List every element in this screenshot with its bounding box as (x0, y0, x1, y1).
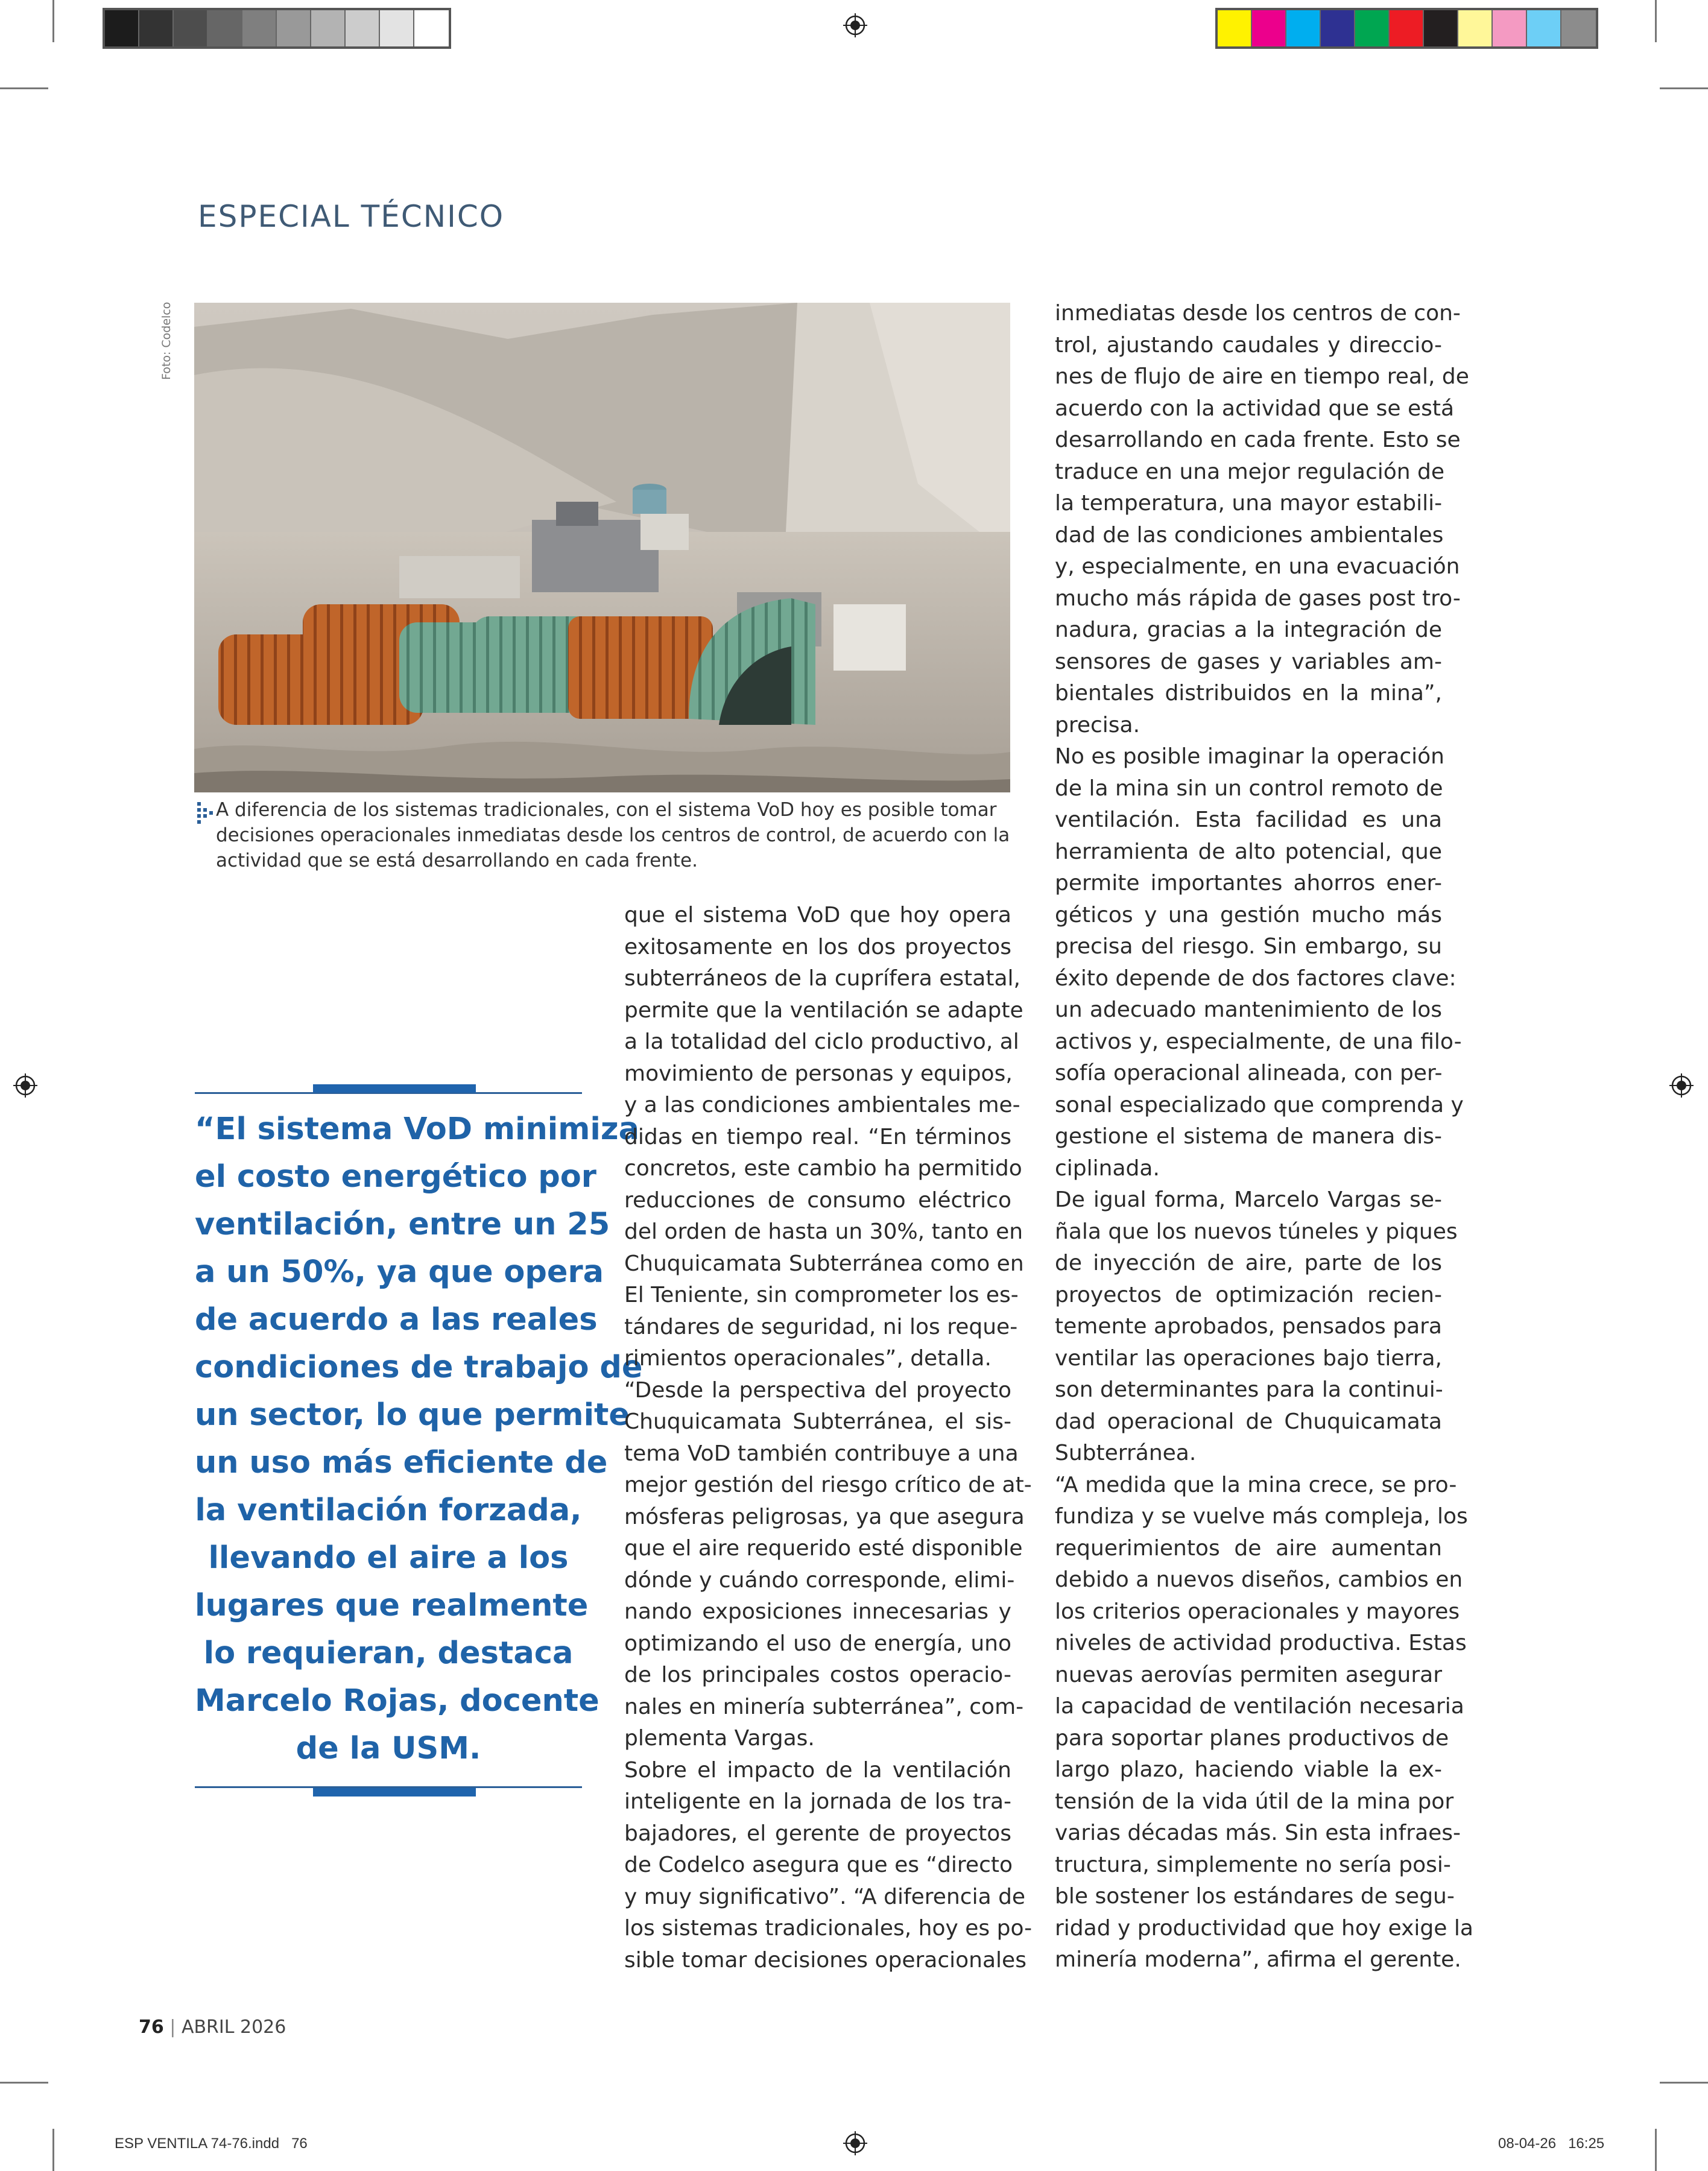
body-text-line: y a las condiciones ambientales me- (624, 1093, 1020, 1117)
pull-quote-bottom-accent (313, 1788, 476, 1797)
body-text-line: El Teniente, sin comprometer los es- (624, 1283, 1019, 1307)
body-text-line: precisa. (1055, 712, 1140, 738)
color-swatch (277, 10, 311, 46)
body-text-line: sensores de gases y variables am- (1055, 649, 1442, 674)
crop-mark (1660, 87, 1708, 89)
body-text-line: de los principales costos operacio- (624, 1663, 1011, 1687)
body-text-line: que el sistema VoD que hoy opera (624, 903, 1011, 927)
crop-mark (1660, 2082, 1708, 2084)
body-text-line: Chuquicamata Subterránea como en (624, 1251, 1024, 1276)
body-text-line: inteligente en la jornada de los tra- (624, 1789, 1011, 1814)
body-text-line: permite que la ventilación se adapte (624, 997, 1023, 1023)
body-text-line: dónde y cuándo corresponde, elimi- (624, 1567, 1015, 1593)
page-number: 76 (139, 2017, 164, 2038)
caption-line: decisiones operacionales inmediatas desde los centros de control, de acuerdo con la (216, 824, 1010, 846)
body-text-line: y muy significativo”. “A diferencia de (624, 1884, 1026, 1909)
grayscale-color-bar (103, 8, 451, 49)
body-text-line: bajadores, el gerente de proyectos (624, 1821, 1011, 1846)
body-text-line: sonal especializado que comprenda y (1055, 1092, 1464, 1117)
pull-quote-line: el costo energético por (195, 1159, 596, 1195)
pull-quote-line: llevando el aire a los (208, 1540, 569, 1576)
pull-quote-line: un sector, lo que permite (195, 1397, 630, 1433)
body-text-line: tructura, simplemente no sería posi- (1055, 1852, 1451, 1877)
body-text-line: nales en minería subterránea”, com- (624, 1694, 1024, 1719)
color-swatch (1561, 10, 1596, 46)
body-text-line: ventilación. Esta facilidad es una (1055, 807, 1442, 832)
body-column-right (1055, 298, 1473, 1976)
process-color-bar (1215, 8, 1598, 49)
body-text-line: debido a nuevos diseños, cambios en (1055, 1567, 1463, 1592)
body-text-line: subterráneos de la cuprífera estatal, (624, 966, 1020, 991)
photo-credit: Foto: Codelco (160, 302, 173, 380)
body-text-line: dad de las condiciones ambientales (1055, 522, 1444, 548)
ventilation-fans-illustration (194, 303, 1010, 792)
body-text-line: los criterios operacionales y mayores (1055, 1599, 1460, 1624)
body-text-line: sible tomar decisiones operacionales (624, 1947, 1026, 1973)
photo-caption (216, 797, 1012, 873)
body-text-line: ridad y productividad que hoy exige la (1055, 1915, 1473, 1941)
body-text-line: proyectos de optimización recien- (1055, 1282, 1442, 1307)
color-swatch (105, 10, 139, 46)
body-text-line: optimizando el uso de energía, uno (624, 1631, 1011, 1656)
folio-separator: | (169, 2017, 176, 2038)
body-text-line: De igual forma, Marcelo Vargas se- (1055, 1187, 1442, 1212)
body-text-line: bientales distribuidos en la mina”, (1055, 681, 1442, 706)
body-text-line: trol, ajustando caudales y direccio- (1055, 332, 1442, 358)
pull-quote-line: la ventilación forzada, (195, 1493, 582, 1528)
color-swatch (1218, 10, 1252, 46)
body-text-line: ventilar las operaciones bajo tierra, (1055, 1345, 1442, 1371)
color-swatch (1493, 10, 1527, 46)
section-title: ESPECIAL TÉCNICO (198, 199, 505, 234)
body-text-line: requerimientos de aire aumentan (1055, 1535, 1442, 1561)
body-text-line: mejor gestión del riesgo crítico de at- (624, 1473, 1032, 1497)
body-text-line: de la mina sin un control remoto de (1055, 776, 1443, 801)
body-text-line: un adecuado mantenimiento de los (1055, 997, 1442, 1022)
body-text-line: los sistemas tradicionales, hoy es po- (624, 1916, 1033, 1941)
pull-quote-top-accent (313, 1084, 476, 1093)
body-text-line: que el aire requerido esté disponible (624, 1536, 1023, 1561)
body-text-line: Sobre el impacto de la ventilación (624, 1757, 1011, 1783)
caption-arrow-icon (196, 801, 215, 829)
crop-mark (1655, 2129, 1657, 2171)
body-text-line: plementa Vargas. (624, 1726, 815, 1751)
body-text-line: de Codelco asegura que es “directo (624, 1853, 1013, 1877)
body-text-line: tema VoD también contribuye a una (624, 1441, 1019, 1466)
body-text-line: para soportar planes productivos de (1055, 1725, 1449, 1751)
slug-timestamp: 08-04-26 16:25 (1498, 2135, 1605, 2152)
body-text-line: temente aprobados, pensados para (1055, 1314, 1442, 1339)
body-text-line: nuevas aerovías permiten asegurar (1055, 1662, 1442, 1687)
body-text-line: Chuquicamata Subterránea, el sis- (624, 1409, 1011, 1434)
pull-quote-line: a un 50%, ya que opera (195, 1254, 604, 1290)
color-swatch (1252, 10, 1286, 46)
crop-mark (1655, 0, 1657, 42)
body-text-line: exitosamente en los dos proyectos (624, 934, 1011, 959)
body-text-line: traduce en una mejor regulación de (1055, 459, 1445, 484)
pull-quote-line: lo requieran, destaca (203, 1635, 574, 1671)
color-swatch (1286, 10, 1321, 46)
body-text-line: y, especialmente, en una evacuación (1055, 554, 1460, 579)
color-swatch (1390, 10, 1424, 46)
color-swatch (1355, 10, 1390, 46)
body-text-line: de inyección de aire, parte de los (1055, 1251, 1442, 1275)
color-swatch (1424, 10, 1458, 46)
registration-mark (843, 13, 867, 37)
color-swatch (139, 10, 174, 46)
body-text-line: “Desde la perspectiva del proyecto (624, 1377, 1011, 1403)
body-text-line: tándares de seguridad, ni los reque- (624, 1314, 1018, 1339)
body-text-line: permite importantes ahorros ener- (1055, 871, 1442, 896)
crop-mark (0, 2082, 48, 2084)
body-text-line: la capacidad de ventilación necesaria (1055, 1694, 1464, 1719)
body-text-line: inmediatas desde los centros de con- (1055, 301, 1461, 326)
pull-quote-line: lugares que realmente (195, 1588, 589, 1623)
body-text-line: No es posible imaginar la operación (1055, 744, 1444, 769)
body-text-line: Subterránea. (1055, 1441, 1197, 1465)
registration-mark (13, 1073, 37, 1098)
body-text-line: nadura, gracias a la integración de (1055, 618, 1442, 642)
registration-mark (843, 2131, 867, 2155)
color-swatch (380, 10, 414, 46)
body-text-line: gestione el sistema de manera dis- (1055, 1124, 1442, 1149)
pull-quote-line: Marcelo Rojas, docente (195, 1683, 599, 1719)
body-text-line: ble sostener los estándares de segu- (1055, 1884, 1455, 1909)
crop-mark (52, 0, 54, 42)
body-text-line: movimiento de personas y equipos, (624, 1061, 1013, 1086)
color-swatch (311, 10, 346, 46)
color-swatch (1527, 10, 1561, 46)
pull-quote-line: ventilación, entre un 25 (195, 1207, 610, 1242)
body-text-line: dad operacional de Chuquicamata (1055, 1409, 1442, 1434)
body-text-line: éxito depende de dos factores clave: (1055, 965, 1457, 991)
body-text-line: del orden de hasta un 30%, tanto en (624, 1219, 1023, 1244)
crop-mark (52, 2129, 54, 2171)
color-swatch (414, 10, 449, 46)
body-text-line: a la totalidad del ciclo productivo, al (624, 1029, 1019, 1054)
body-text-line: niveles de actividad productiva. Estas (1055, 1631, 1467, 1655)
body-text-line: rimientos operacionales”, detalla. (624, 1346, 992, 1371)
body-text-line: minería moderna”, afirma el gerente. (1055, 1947, 1461, 1972)
page-folio (139, 2017, 286, 2038)
body-text-line: nando exposiciones innecesarias y (624, 1599, 1011, 1624)
color-swatch (1321, 10, 1355, 46)
body-text-line: nes de flujo de aire en tiempo real, de (1055, 364, 1469, 389)
color-swatch (174, 10, 208, 46)
body-text-line: herramienta de alto potencial, que (1055, 839, 1442, 864)
pull-quote-line: de la USM. (296, 1731, 481, 1766)
mine-ventilation-photo (194, 303, 1010, 792)
body-text-line: desarrollando en cada frente. Esto se (1055, 428, 1461, 452)
caption-line: A diferencia de los sistemas tradicionales, con el sistema VoD hoy es posible tomar (216, 799, 997, 821)
body-text-line: acuerdo con la actividad que se está (1055, 396, 1455, 421)
color-swatch (346, 10, 380, 46)
color-swatch (1458, 10, 1493, 46)
registration-mark (1669, 1073, 1694, 1098)
body-text-line: “A medida que la mina crece, se pro- (1055, 1472, 1457, 1497)
slug-file-name: ESP VENTILA 74-76.indd 76 (115, 2135, 308, 2152)
body-text-line: géticos y una gestión mucho más (1055, 902, 1442, 927)
color-swatch (208, 10, 242, 46)
issue-date: ABRIL 2026 (181, 2017, 286, 2038)
caption-line: actividad que se está desarrollando en cada frente. (216, 850, 698, 871)
body-text-line: sofía operacional alineada, con per- (1055, 1061, 1443, 1086)
body-text-line: largo plazo, haciendo viable la ex- (1055, 1757, 1442, 1782)
body-text-line: son determinantes para la continui- (1055, 1377, 1443, 1402)
pull-quote-line: condiciones de trabajo de (195, 1350, 643, 1385)
body-text-line: ñala que los nuevos túneles y piques (1055, 1219, 1458, 1244)
color-swatch (242, 10, 277, 46)
crop-mark (0, 87, 48, 89)
body-text-line: activos y, especialmente, de una filo- (1055, 1029, 1462, 1054)
body-text-line: tensión de la vida útil de la mina por (1055, 1789, 1454, 1814)
body-text-line: reducciones de consumo eléctrico (624, 1187, 1011, 1213)
pull-quote-line: un uso más eficiente de (195, 1445, 608, 1481)
body-text-line: la temperatura, una mayor estabili- (1055, 491, 1443, 516)
body-text-line: fundiza y se vuelve más compleja, los (1055, 1504, 1468, 1529)
body-text-line: precisa del riesgo. Sin embargo, su (1055, 934, 1442, 959)
body-text-line: didas en tiempo real. “En términos (624, 1124, 1011, 1149)
body-text-line: mucho más rápida de gases post tro- (1055, 586, 1461, 611)
body-text-line: mósferas peligrosas, ya que asegura (624, 1504, 1025, 1529)
body-text-line: varias décadas más. Sin esta infraes- (1055, 1821, 1461, 1845)
pull-quote-line: “El sistema VoD minimiza (195, 1111, 640, 1147)
body-text-line: concretos, este cambio ha permitido (624, 1156, 1022, 1181)
pull-quote-line: de acuerdo a las reales (195, 1302, 598, 1338)
body-text-line: ciplinada. (1055, 1155, 1160, 1181)
pull-quote (195, 1105, 643, 1772)
body-column-middle (624, 900, 1033, 1976)
